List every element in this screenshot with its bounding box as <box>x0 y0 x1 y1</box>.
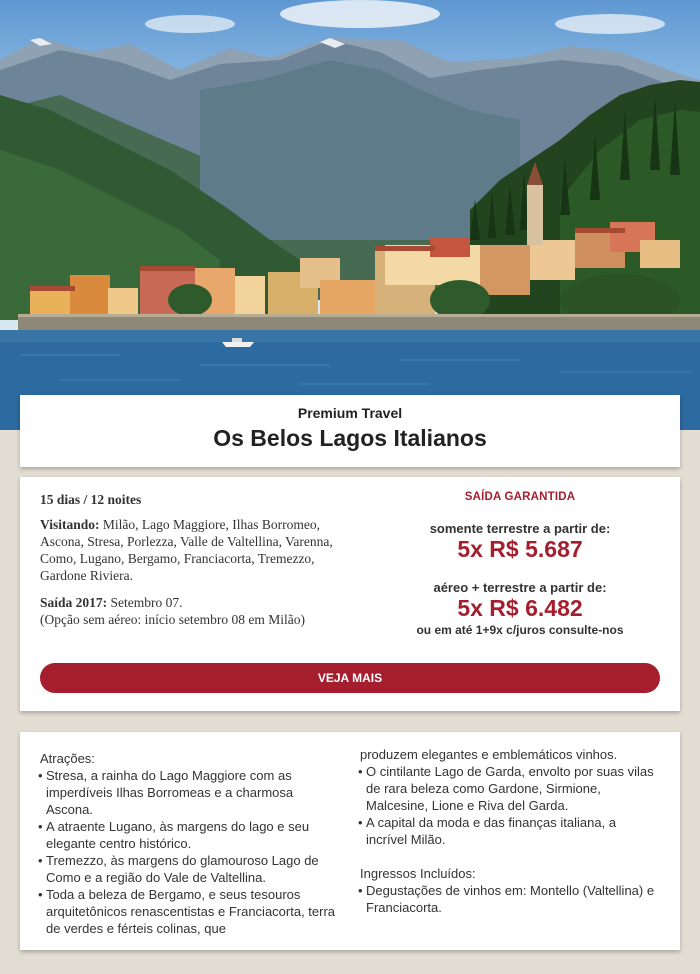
itinerary <box>40 516 340 584</box>
details-card <box>20 732 680 950</box>
page-title: Os Belos Lagos Italianos <box>213 425 487 451</box>
attraction-item: • Stresa, a rainha do Lago Maggiore com as imperdíveis Ilhas Borromeas e a charmosa Ascona. <box>40 767 340 818</box>
attraction-item: • O cintilante Lago de Garda, envolto por suas vilas de rara beleza como Gardone, Sirmione, Malcesine, Lione e Riva del Garda. <box>360 763 660 814</box>
pricing <box>380 491 660 637</box>
land-price-label: somente terrestre a partir de: <box>429 521 611 536</box>
hero-image <box>0 0 700 430</box>
air-price: 5x R$ 6.482 <box>457 595 583 621</box>
departure <box>40 594 340 628</box>
departure-note: (Opção sem aéreo: início setembro 08 em Milão) <box>40 612 306 627</box>
itinerary-text: Milão, Lago Maggiore, Ilhas Borromeo, Ascona, Stresa, Porlezza, Valle de Valtellina, Varenna, Como, Lugano, Bergamo, Franciacorta, Tremezzo, Gardone Riviera. <box>40 517 333 583</box>
lake-como-photo-icon <box>0 0 700 430</box>
title-card <box>20 395 680 467</box>
itinerary-label: Visitando: <box>40 517 100 532</box>
attraction-item: • Tremezzo, às margens do glamouroso Lago de Como e a região do Vale de Valtellina. <box>40 852 340 886</box>
brand-label: Premium Travel <box>297 405 403 421</box>
attraction-item: • A atraente Lugano, às margens do lago e seu elegante centro histórico. <box>40 818 340 852</box>
departure-label: Saída 2017: <box>40 595 108 610</box>
installments-note: ou em até 1+9x c/juros consulte-nos <box>416 623 624 637</box>
guaranteed-badge: SAÍDA GARANTIDA <box>464 491 576 503</box>
land-price: 5x R$ 5.687 <box>457 536 583 562</box>
attraction-item: • A capital da moda e das finanças italiana, a incrível Milão. <box>360 814 660 848</box>
attraction-item: • Toda a beleza de Bergamo, e seus tesouros arquitetônicos renascentistas e Franciacorta, terra de verdes e férteis colinas, que <box>40 886 340 937</box>
details-right-column <box>360 746 660 916</box>
package-summary <box>40 491 340 628</box>
air-price-label: aéreo + terrestre a partir de: <box>433 580 607 595</box>
departure-date: Setembro 07. <box>110 595 183 610</box>
duration: 15 dias / 12 noites <box>40 492 142 507</box>
attractions-heading: Atrações: <box>40 751 95 766</box>
see-more-button[interactable]: VEJA MAIS <box>40 663 660 693</box>
package-info-card <box>20 477 680 711</box>
details-left-column <box>40 750 340 937</box>
attraction-continued: produzem elegantes e emblemáticos vinhos. <box>360 747 618 762</box>
tickets-heading: Ingressos Incluídos: <box>360 866 476 881</box>
ticket-item: • Degustações de vinhos em: Montello (Valtellina) e Franciacorta. <box>360 882 660 916</box>
